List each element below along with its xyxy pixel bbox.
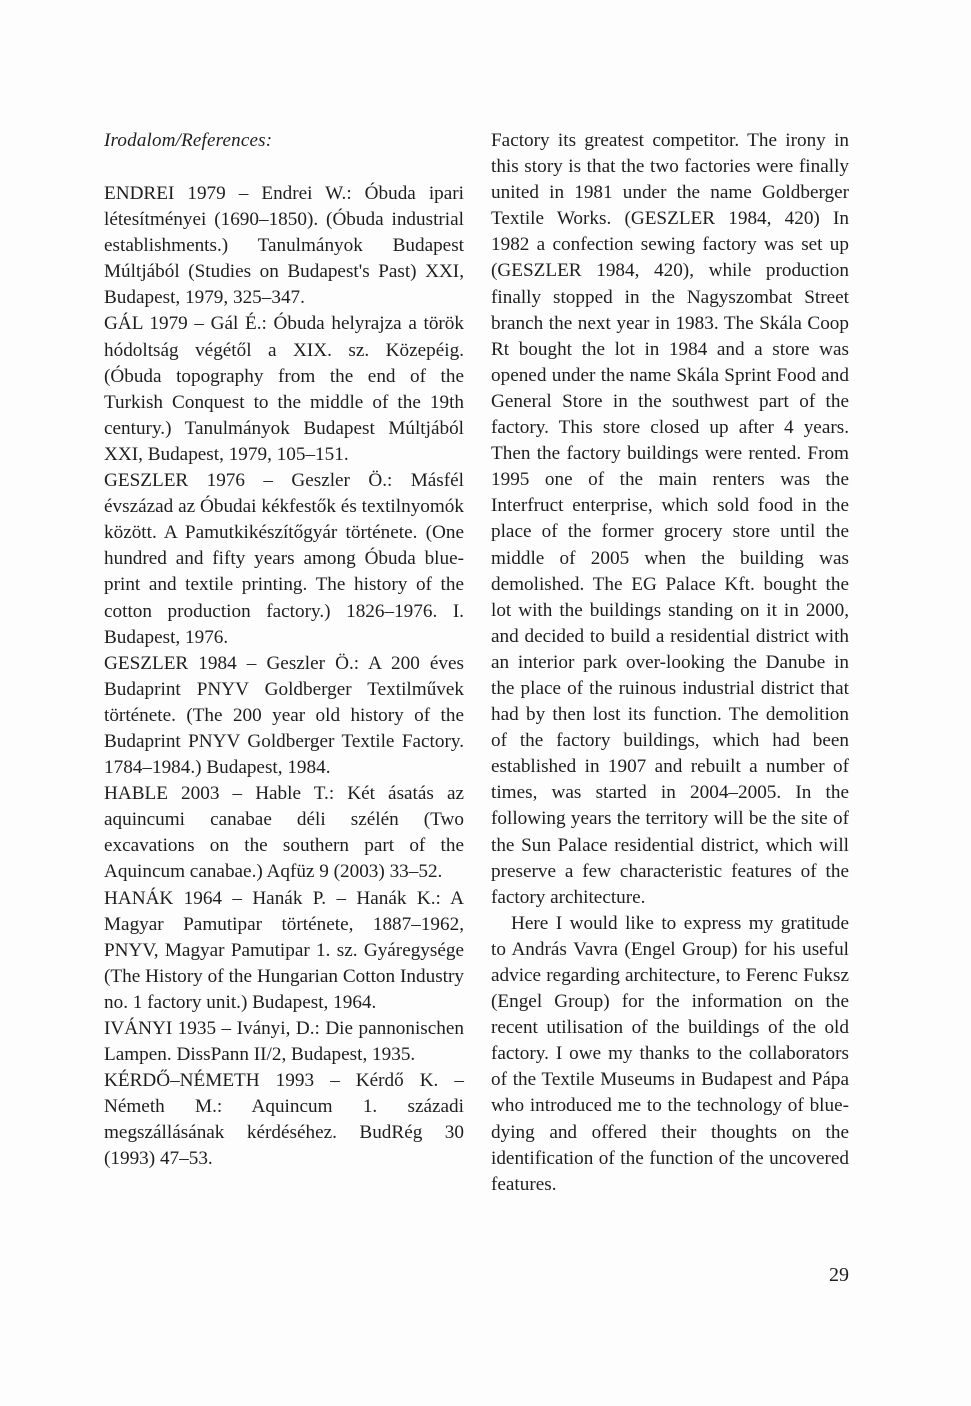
reference-hanak-1964: HANÁK 1964 – Hanák P. – Hanák K.: A Magyar Pamutipar története, 1887–1962, PNYV, Magyar Pamutipar 1. sz. Gyáregysége (The History of the Hungarian Cotton Industry no. 1 factory unit.) Budapest, 1964. [104,887,464,1013]
reference-geszler-1984: GESZLER 1984 – Geszler Ö.: A 200 éves Budaprint PNYV Goldberger Textilművek története. (The 200 year old history of the Budaprint PNYV Goldberger Textile Factory. 1784–1984.) Budapest, 1984. [104,652,464,779]
references-heading: Irodalom/References: [104,130,273,151]
body-paragraph-continued: Factory its greatest competitor. The irony in this story is that the two factories were finally united in 1981 under the name Goldberger Textile Works. (GESZLER 1984, 420) In 1982 a confection sewing factory was set up (GESZLER 1984, 420), while production finally stopped in the Nagyszombat Street branch the next year in 1983. The Skála Coop Rt bought the lot in 1984 and a store was opened under the name Skála Sprint Food and General Store in the southwest part of the factory. This store closed up after 4 years. Then the factory buildings were rented. From 1995 one of the main renters was the Interfruct enterprise, which sold food in the place of the former grocery store until the middle of 2005 when the building was demolished. The EG Palace Kft. bought the lot with the buildings standing on it in 2000, and decided to build a residential district with an interior park over-looking the Danube in the place of the ruinous industrial district that had by then lost its function. The demolition of the factory buildings, which had been established in 1907 and rebuilt a number of times, was started in 2004–2005. In the following years the territory will be the site of the Sun Palace residential district, which will preserve a few characteristic features of the factory architecture. [491,130,849,908]
reference-endrei-1979: ENDREI 1979 – Endrei W.: Óbuda ipari létesítményei (1690–1850). (Óbuda industrial establishments.) Tanulmányok Budapest Múltjából (Studies on Budapest's Past) XXI, Budapest, 1979, 325–347. [104,183,464,309]
acknowledgements-paragraph: Here I would like to express my gratitude to András Vavra (Engel Group) for his useful advice regarding architecture, to Ferenc Fuksz (Engel Group) for the information on the recent utilisation of the buildings of the old factory. I owe my thanks to the collaborators of the Textile Museums in Budapest and Pápa who introduced me to the technology of blue-dying and offered their thoughts on the identification of the function of the uncovered features. [491,912,849,1195]
references-column [104,128,464,1173]
body-text-column [491,128,849,1198]
reference-gal-1979: GÁL 1979 – Gál É.: Óbuda helyrajza a török hódoltság végétől a XIX. sz. Közepéig. (Óbuda topography from the end of the Turkish Conquest to the middle of the 19th century.) Tanulmányok Budapest Múltjából XXI, Budapest, 1979, 105–151. [104,313,464,465]
reference-ivanyi-1935: IVÁNYI 1935 – Iványi, D.: Die pannonischen Lampen. DissPann II/2, Budapest, 1935. [104,1018,464,1066]
page-number: 29 [829,1264,849,1286]
reference-kerdo-nemeth-1993: KÉRDŐ–NÉMETH 1993 – Kérdő K. – Németh M.: Aquincum 1. századi megszállásának kérdéséhez. BudRég 30 (1993) 47–53. [104,1070,464,1170]
reference-geszler-1976: GESZLER 1976 – Geszler Ö.: Másfél évszázad az Óbudai kékfestők és textilnyomók között. A Pamutkikészítőgyár története. (One hundred and fifty years among Óbuda blue-print and textile printing. The history of the cotton production factory.) 1826–1976. I. Budapest, 1976. [104,470,464,648]
reference-hable-2003: HABLE 2003 – Hable T.: Két ásatás az aquincumi canabae déli szélén (Two excavations on the southern part of the Aquincum canabae.) Aqfüz 9 (2003) 33–52. [104,783,464,883]
